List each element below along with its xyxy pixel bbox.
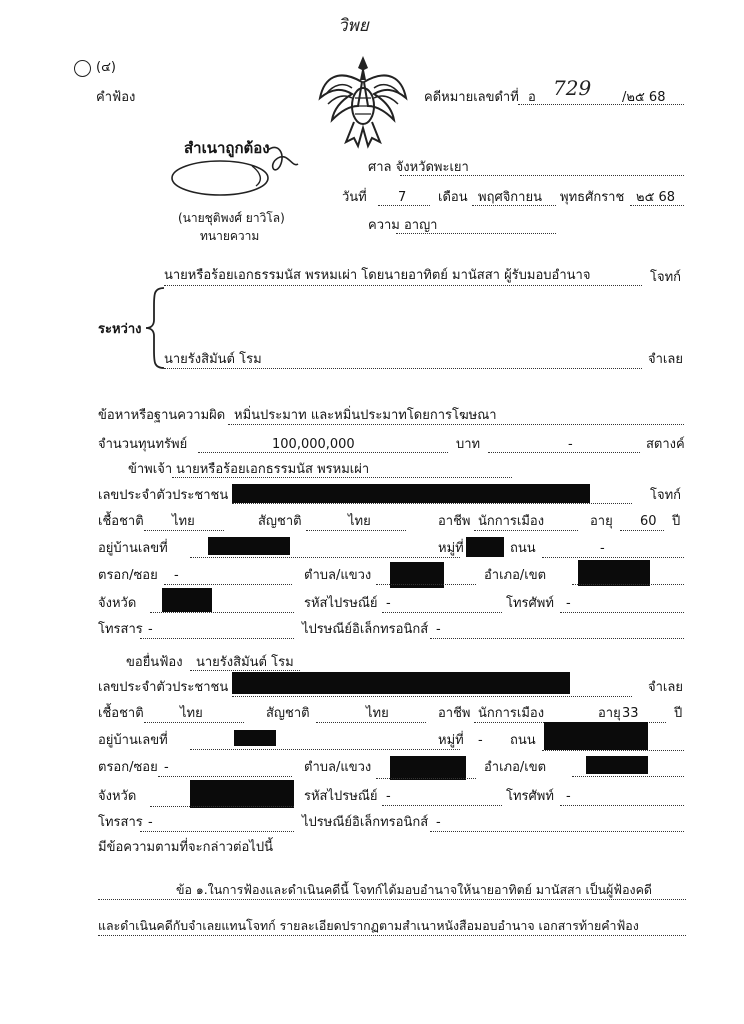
d-moo: - bbox=[478, 733, 483, 748]
p-fax: - bbox=[148, 622, 153, 637]
defendant-name: นายรังสิมันต์ โรม bbox=[196, 655, 294, 670]
d-age-unit: ปี bbox=[674, 706, 683, 721]
form-number-circle bbox=[74, 60, 91, 77]
d-postcode: - bbox=[386, 789, 391, 804]
plaintiff-role: โจทก์ bbox=[650, 270, 682, 285]
plaintiff-name: นายหรือร้อยเอกธรรมนัส พรหมเผ่า bbox=[176, 462, 370, 477]
d-email-label: ไปรษณีย์อิเล็กทรอนิกส์ bbox=[302, 815, 429, 830]
p-phone-label: โทรศัพท์ bbox=[506, 596, 554, 611]
signature-mark bbox=[168, 136, 308, 206]
p-road-label: ถนน bbox=[510, 541, 536, 556]
month-label: เดือน bbox=[438, 190, 468, 205]
p-age: 60 bbox=[640, 514, 657, 529]
d-phone-label: โทรศัพท์ bbox=[506, 789, 554, 804]
p-race: ไทย bbox=[172, 514, 195, 529]
certified-copy-stamp: สำเนาถูกต้อง bbox=[184, 139, 270, 157]
p-race-label: เชื้อชาติ bbox=[98, 514, 144, 529]
paragraph-1-line-1: ข้อ ๑.ในการฟ้องและดำเนินคดีนี้ โจทก์ได้มอบอำนาจให้นายอาทิตย์ มานัสสา เป็นผู้ฟ้องคดี bbox=[176, 882, 652, 897]
d-race-label: เชื้อชาติ bbox=[98, 706, 144, 721]
d-occupation: นักการเมือง bbox=[478, 706, 545, 721]
amount-baht: บาท bbox=[456, 437, 481, 452]
amount-value: 100,000,000 bbox=[272, 437, 355, 452]
p-road: - bbox=[600, 541, 605, 556]
d-age: 33 bbox=[622, 706, 639, 721]
p-subdistrict-label: ตำบล/แขวง bbox=[304, 568, 372, 583]
plaintiff-intro-label: ข้าพเจ้า bbox=[128, 462, 173, 477]
d-province-label: จังหวัด bbox=[98, 789, 137, 804]
form-number: (๔) bbox=[96, 60, 116, 75]
d-role: จำเลย bbox=[648, 680, 683, 695]
p-moo-label: หมู่ที่ bbox=[438, 541, 464, 556]
p-id-label: เลขประจำตัวประชาชน bbox=[98, 488, 229, 503]
p-occupation: นักการเมือง bbox=[478, 514, 545, 529]
d-road-label: ถนน bbox=[510, 733, 536, 748]
p-soi-label: ตรอก/ซอย bbox=[98, 568, 158, 583]
p-age-label: อายุ bbox=[590, 514, 613, 529]
p-soi: - bbox=[174, 568, 179, 583]
d-subdistrict-label: ตำบล/แขวง bbox=[304, 760, 372, 775]
case-year: /๒๕ 68 bbox=[622, 90, 666, 105]
case-type-label: ความ bbox=[368, 218, 400, 233]
p-province-redacted bbox=[162, 588, 212, 612]
d-soi-label: ตรอก/ซอย bbox=[98, 760, 158, 775]
garuda-emblem-icon bbox=[318, 48, 408, 148]
case-prefix: อ bbox=[528, 90, 536, 105]
plaintiff-party: นายหรือร้อยเอกธรรมนัส พรหมเผ่า โดยนายอาทิตย์ มานัสสา ผู้รับมอบอำนาจ bbox=[164, 268, 591, 283]
case-type: อาญา bbox=[404, 218, 438, 233]
between-label: ระหว่าง bbox=[98, 322, 142, 337]
year-label: พุทธศักราช bbox=[560, 190, 625, 205]
lawyer-title: ทนายความ bbox=[200, 229, 260, 243]
d-email: - bbox=[436, 815, 441, 830]
charge-value: หมิ่นประมาท และหมิ่นประมาทโดยการโฆษณา bbox=[234, 408, 497, 423]
p-house-redacted bbox=[208, 537, 290, 555]
d-road-redacted bbox=[544, 722, 648, 750]
d-province-redacted bbox=[190, 780, 294, 808]
p-id-redacted bbox=[232, 484, 590, 503]
d-district-redacted bbox=[586, 756, 648, 774]
p-phone: - bbox=[566, 596, 571, 611]
top-handwritten-note: วิพย bbox=[338, 16, 369, 36]
d-house-redacted bbox=[234, 730, 276, 746]
p-occupation-label: อาชีพ bbox=[438, 514, 471, 529]
defendant-role: จำเลย bbox=[648, 352, 683, 367]
p-nationality: ไทย bbox=[348, 514, 371, 529]
d-id-redacted bbox=[232, 672, 570, 694]
d-fax-label: โทรสาร bbox=[98, 815, 143, 830]
date-day: 7 bbox=[398, 190, 407, 205]
p-email-label: ไปรษณีย์อิเล็กทรอนิกส์ bbox=[302, 622, 429, 637]
p-postcode: - bbox=[386, 596, 391, 611]
d-house-label: อยู่บ้านเลขที่ bbox=[98, 733, 168, 748]
date-label: วันที่ bbox=[342, 190, 367, 205]
p-district-label: อำเภอ/เขต bbox=[484, 568, 547, 583]
p-house-label: อยู่บ้านเลขที่ bbox=[98, 541, 168, 556]
d-subdistrict-redacted bbox=[390, 756, 466, 780]
d-postcode-label: รหัสไปรษณีย์ bbox=[304, 789, 378, 804]
year: ๒๕ 68 bbox=[636, 190, 676, 205]
court-name: ศาล จังหวัดพะเยา bbox=[368, 160, 469, 175]
p-nationality-label: สัญชาติ bbox=[258, 514, 302, 529]
p-postcode-label: รหัสไปรษณีย์ bbox=[304, 596, 378, 611]
p-age-unit: ปี bbox=[672, 514, 681, 529]
defendant-party: นายรังสิมันต์ โรม bbox=[164, 352, 262, 367]
d-district-label: อำเภอ/เขต bbox=[484, 760, 547, 775]
d-soi: - bbox=[164, 760, 169, 775]
month: พฤศจิกายน bbox=[478, 190, 542, 205]
defendant-intro-label: ขอยื่นฟ้อง bbox=[126, 655, 183, 670]
lawyer-name: (นายชุติพงศ์ ยาวิโล) bbox=[178, 211, 285, 225]
p-fax-label: โทรสาร bbox=[98, 622, 143, 637]
p-role: โจทก์ bbox=[650, 488, 682, 503]
p-province-label: จังหวัด bbox=[98, 596, 137, 611]
d-race: ไทย bbox=[180, 706, 203, 721]
d-age-label: อายุ bbox=[598, 706, 621, 721]
d-occupation-label: อาชีพ bbox=[438, 706, 471, 721]
charge-label: ข้อหาหรือฐานความผิด bbox=[98, 408, 226, 423]
case-no-label: คดีหมายเลขดำที่ bbox=[424, 90, 519, 105]
paragraph-1-line-2: และดำเนินคดีกับจำเลยแทนโจทก์ รายละเอียดปรากฏตามสำเนาหนังสือมอบอำนาจ เอกสารท้ายคำฟ้อง bbox=[98, 918, 639, 933]
amount-label: จำนวนทุนทรัพย์ bbox=[98, 437, 188, 452]
d-id-label: เลขประจำตัวประชาชน bbox=[98, 680, 229, 695]
p-moo-redacted bbox=[466, 537, 504, 557]
d-phone: - bbox=[566, 789, 571, 804]
brace-icon bbox=[144, 286, 166, 370]
case-number: 729 bbox=[553, 76, 592, 100]
d-nationality-label: สัญชาติ bbox=[266, 706, 310, 721]
p-district-redacted bbox=[578, 560, 650, 586]
d-moo-label: หมู่ที่ bbox=[438, 733, 464, 748]
body-intro: มีข้อความตามที่จะกล่าวต่อไปนี้ bbox=[98, 840, 273, 855]
d-fax: - bbox=[148, 815, 153, 830]
d-nationality: ไทย bbox=[366, 706, 389, 721]
amount-satang: สตางค์ bbox=[646, 437, 685, 452]
p-email: - bbox=[436, 622, 441, 637]
form-type: คำฟ้อง bbox=[96, 90, 136, 105]
amount-satang-value: - bbox=[568, 437, 573, 452]
